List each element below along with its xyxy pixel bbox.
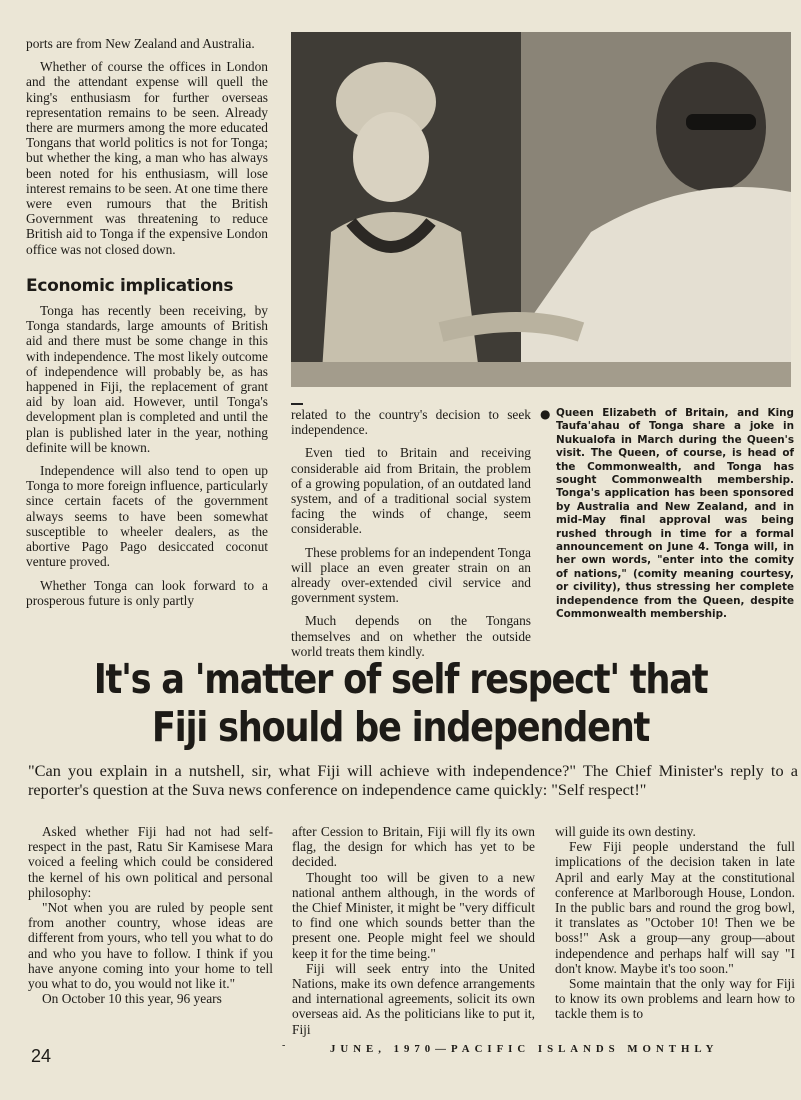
paragraph: Whether of course the offices in London and the attendant expense will quell the king's enthusiasm for further overseas representation remains to be seen. Already there are murmers among the more educated Tongans that world politics is not for Tonga; but whether the king, a man who has always been noted for his enthusiasm, will lose interest remains to be seen. At one time there were even rumours that the British Government was threatening to reduce British aid to Tonga if the expensive London office was not closed down. xyxy=(26,59,268,257)
paragraph: after Cession to Britain, Fiji will fly its own flag, the design for which has yet to be decided. xyxy=(292,824,535,870)
paragraph: Tonga has recently been receiving, by Tonga standards, large amounts of British aid and there must be some change in this with independence. The most likely outcome of independence will probably be, as has happened in Fiji, the replacement of grant aid by loan aid. However, until Tonga's development plan is completed and until the plan is published later in the year, nothing definite will be known. xyxy=(26,303,268,455)
paragraph: Independence will also tend to open up Tonga to more foreign influence, particularly since certain facets of the government always seems to have been somewhat susceptible to wheeler dealers, as the abortive Pago Pago desiccated coconut venture proved. xyxy=(26,463,268,570)
left-column xyxy=(26,36,268,608)
photo-illustration xyxy=(291,32,791,387)
paragraph: ports are from New Zealand and Australia. xyxy=(26,36,255,51)
article-deck: "Can you explain in a nutshell, sir, what Fiji will achieve with independence?" The Chief Minister's reply to a reporter's question at the Suva news conference on independence came quickly: "Self respect!" xyxy=(28,761,798,799)
headline-line-1: It's a 'matter of self respect' that xyxy=(93,655,708,703)
article-column-2 xyxy=(292,824,535,1045)
paragraph: These problems for an independent Tonga will place an even greater strain on an already over-extended civil service and government system. xyxy=(291,544,531,606)
bullet-icon: ● xyxy=(540,407,551,421)
footer-dash: - xyxy=(282,1040,286,1051)
section-subhead: Economic implications xyxy=(26,275,234,296)
running-footer: JUNE, 1970—PACIFIC ISLANDS MONTHLY xyxy=(330,1043,719,1055)
paragraph: Few Fiji people understand the full implications of the decision taken in late April and early May at the constitutional conference at Marlborough House, London. In the public bars and round the grog bowl, it translates as "October 10! Then we be boss!" Ask a group—any group—about independence and perhaps half will say "I don't know. Maybe it's too soon." xyxy=(555,839,795,976)
page-number: 24 xyxy=(31,1046,52,1066)
paragraph: Whether Tonga can look forward to a prosperous future is only partly xyxy=(26,577,268,608)
photo-queen-and-king xyxy=(291,32,791,387)
paragraph: Some maintain that the only way for Fiji to know its own problems and learn how to tackle them is to xyxy=(555,976,795,1022)
paragraph: Even tied to Britain and receiving considerable aid from Britain, the problem of a growing population, of an outdated land system, and of a traditional social system facing the winds of change, seem considerable. xyxy=(291,445,531,537)
paragraph: Much depends on the Tongans themselves and on whether the outside world treats them kindly. xyxy=(291,613,531,659)
paragraph: "Not when you are ruled by people sent from another country, whose ideas are different from yours, who tell you what to do and who you have to follow. I think if you have anyone coming into your home to tell you what to do, you would not like it." xyxy=(28,900,273,992)
paragraph: Asked whether Fiji had not had self-respect in the past, Ratu Sir Kamisese Mara voiced a feeling which could be considered the kernel of his own political and personal philosophy: xyxy=(28,824,273,900)
paragraph: Thought too will be given to a new national anthem although, in the words of the Chief Minister, it might be "very difficult to find one which sounds better than the present one. People might feel we should keep it for the time being." xyxy=(292,869,535,961)
paragraph: related to the country's decision to seek independence. xyxy=(291,407,531,438)
article-column-1 xyxy=(28,824,273,1014)
middle-column xyxy=(291,407,531,659)
paragraph: Fiji will seek entry into the United Nations, make its own defence arrangements and international agreements, solicit its own overseas aid. As the politicians like to put it, Fiji xyxy=(292,960,535,1037)
paragraph: will guide its own destiny. xyxy=(555,824,696,839)
headline-line-2: Fiji should be independent xyxy=(151,703,650,751)
paragraph: On October 10 this year, 96 years xyxy=(42,991,222,1007)
article-column-3 xyxy=(555,824,795,1030)
photo-caption xyxy=(540,407,794,622)
column-marker xyxy=(291,403,303,405)
caption-text: Queen Elizabeth of Britain, and King Taufa'ahau of Tonga share a joke in Nukualofa in March during the Queen's visit. The Queen, of course, is head of the Commonwealth, and Tonga has sought Commonwealth membership. Tonga's application has been sponsored by Australia and New Zealand, and in mid-May final approval was being rushed through in time for a formal announcement on June 4. Tonga will, in her own words, "enter into the comity of nations," (comity meaning courtesy, or civility), thus stressing her complete independence from the Queen, despite Commonwealth membership. xyxy=(556,407,794,621)
